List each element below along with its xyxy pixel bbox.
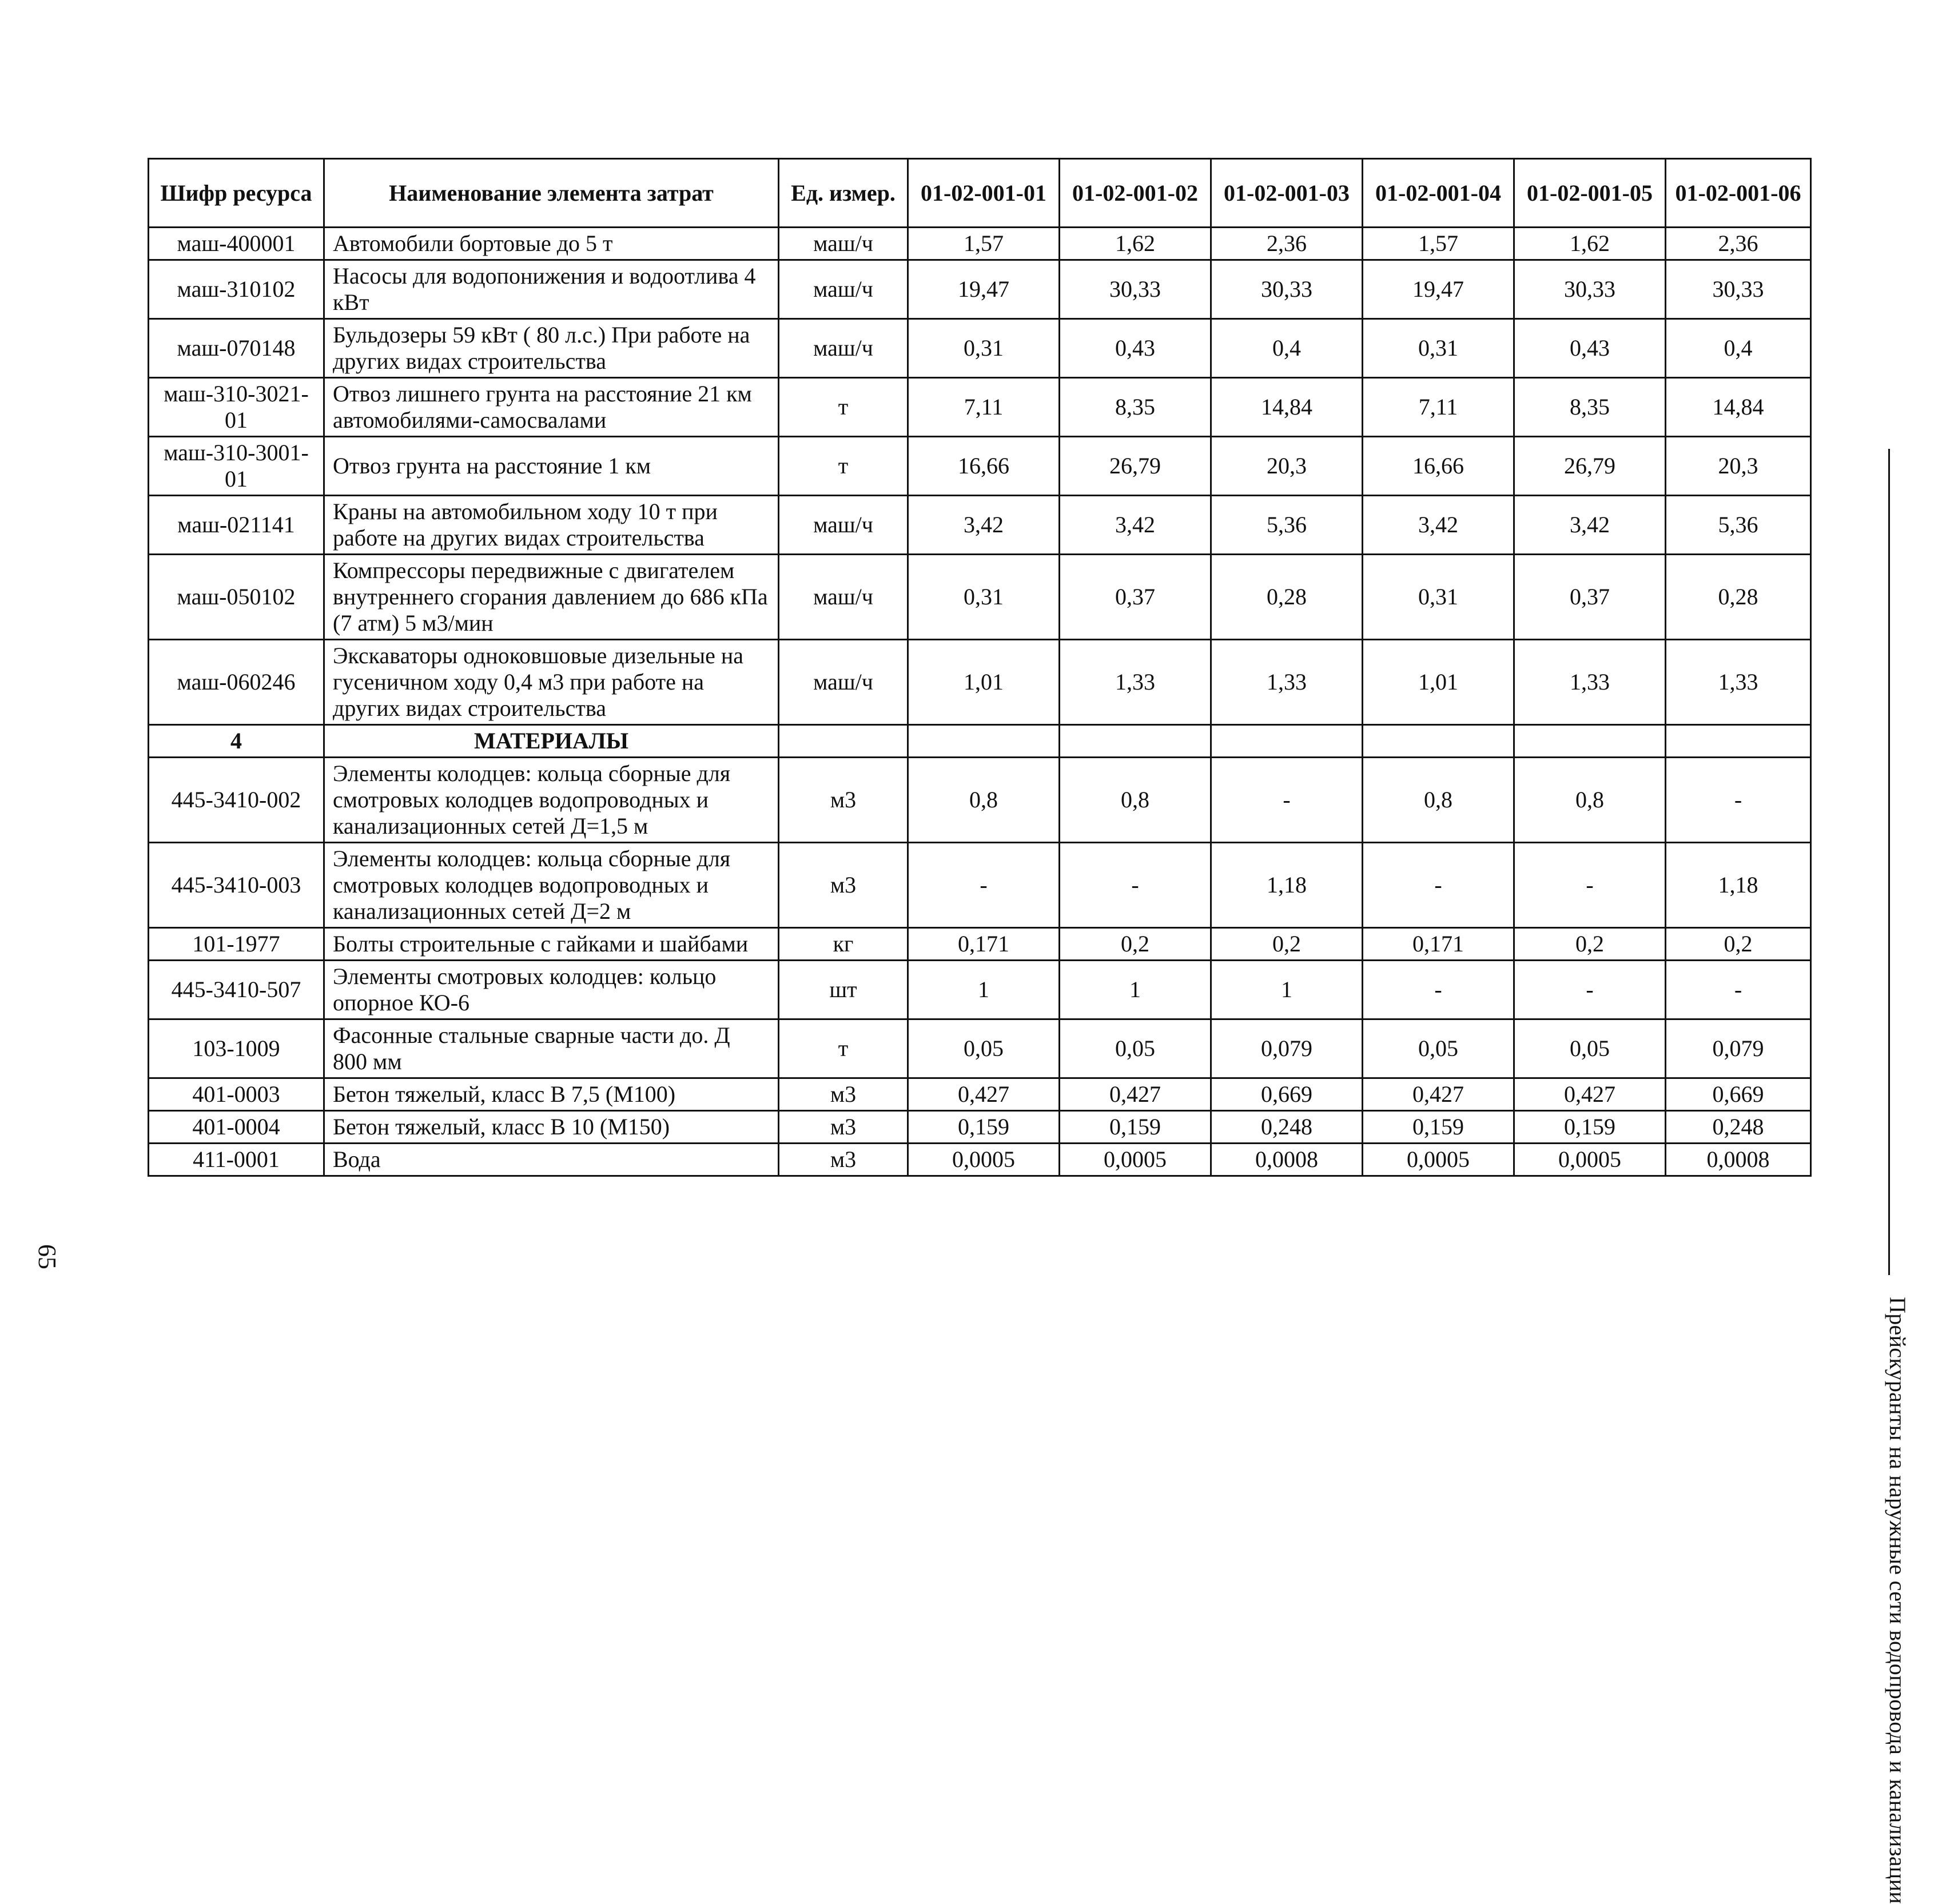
value-cell: 0,079 <box>1666 1019 1811 1078</box>
value-cell: 0,171 <box>1363 928 1514 961</box>
machines-body <box>149 228 1811 725</box>
unit-cell: т <box>779 1019 908 1078</box>
value-cell: 0,2 <box>1666 928 1811 961</box>
value-cell: 0,8 <box>1363 758 1514 843</box>
table-row <box>149 640 1811 725</box>
value-cell: 0,28 <box>1666 555 1811 640</box>
value-cell: 26,79 <box>1060 437 1211 496</box>
unit-cell: м3 <box>779 1144 908 1176</box>
table-row <box>149 1111 1811 1144</box>
value-cell: 0,079 <box>1211 1019 1363 1078</box>
section-empty-cell <box>1514 725 1666 758</box>
resource-name-cell: Отвоз грунта на расстояние 1 км <box>324 437 779 496</box>
table-row <box>149 961 1811 1019</box>
value-cell: - <box>1211 758 1363 843</box>
value-cell: 0,159 <box>1514 1111 1666 1144</box>
materials-body <box>149 758 1811 1176</box>
value-cell: - <box>1666 758 1811 843</box>
resource-name-cell: Фасонные стальные сварные части до. Д 800 мм <box>324 1019 779 1078</box>
section-empty-cell <box>1060 725 1211 758</box>
value-cell: 0,159 <box>1060 1111 1211 1144</box>
header-col-1: 01-02-001-01 <box>908 159 1060 228</box>
value-cell: 0,0005 <box>1514 1144 1666 1176</box>
header-col-4: 01-02-001-04 <box>1363 159 1514 228</box>
unit-cell: маш/ч <box>779 260 908 319</box>
value-cell: 5,36 <box>1666 496 1811 555</box>
value-cell: 0,28 <box>1211 555 1363 640</box>
table-row <box>149 758 1811 843</box>
value-cell: 0,2 <box>1514 928 1666 961</box>
value-cell: 1,01 <box>908 640 1060 725</box>
value-cell: 0,05 <box>1060 1019 1211 1078</box>
resource-name-cell: Экскаваторы одноковшовые дизельные на гусеничном ходу 0,4 м3 при работе на других видах строительства <box>324 640 779 725</box>
value-cell: 1,62 <box>1060 228 1211 260</box>
value-cell: 0,427 <box>1514 1078 1666 1111</box>
value-cell: 0,8 <box>1514 758 1666 843</box>
resource-name-cell: Бульдозеры 59 кВт ( 80 л.с.) При работе на других видах строительства <box>324 319 779 378</box>
resource-code-cell: маш-050102 <box>149 555 324 640</box>
resource-name-cell: Компрессоры передвижные с двигателем внутреннего сгорания давлением до 686 кПа (7 атм) 5 м3/мин <box>324 555 779 640</box>
unit-cell: маш/ч <box>779 228 908 260</box>
section-empty-cell <box>1211 725 1363 758</box>
section-number: 4 <box>149 725 324 758</box>
value-cell: 0,248 <box>1211 1111 1363 1144</box>
value-cell: 14,84 <box>1666 378 1811 437</box>
resource-name-cell: Бетон тяжелый, класс В 10 (М150) <box>324 1111 779 1144</box>
resource-name-cell: Элементы смотровых колодцев: кольцо опорное КО-6 <box>324 961 779 1019</box>
value-cell: 0,43 <box>1060 319 1211 378</box>
section-empty-cell <box>779 725 908 758</box>
value-cell: 1,62 <box>1514 228 1666 260</box>
table-row <box>149 496 1811 555</box>
table-row <box>149 1078 1811 1111</box>
unit-cell: шт <box>779 961 908 1019</box>
header-unit: Ед. измер. <box>779 159 908 228</box>
value-cell: 0,159 <box>908 1111 1060 1144</box>
value-cell: 0,05 <box>1514 1019 1666 1078</box>
value-cell: 0,4 <box>1211 319 1363 378</box>
value-cell: 16,66 <box>1363 437 1514 496</box>
side-title: Прейскуранты на наружные сети водопровода и канализации <box>1885 1297 1911 1904</box>
section-row <box>149 725 1811 758</box>
resource-name-cell: Насосы для водопонижения и водоотлива 4 кВт <box>324 260 779 319</box>
value-cell: 7,11 <box>908 378 1060 437</box>
resource-name-cell: Болты строительные с гайками и шайбами <box>324 928 779 961</box>
value-cell: - <box>1514 843 1666 928</box>
value-cell: 14,84 <box>1211 378 1363 437</box>
value-cell: 1,57 <box>1363 228 1514 260</box>
section-empty-cell <box>1363 725 1514 758</box>
value-cell: 0,43 <box>1514 319 1666 378</box>
value-cell: 0,31 <box>1363 319 1514 378</box>
value-cell: 1 <box>1060 961 1211 1019</box>
header-name: Наименование элемента затрат <box>324 159 779 228</box>
unit-cell: маш/ч <box>779 640 908 725</box>
page-number: 65 <box>33 1244 61 1269</box>
header-col-5: 01-02-001-05 <box>1514 159 1666 228</box>
value-cell: 0,669 <box>1666 1078 1811 1111</box>
table-row <box>149 1144 1811 1176</box>
value-cell: 30,33 <box>1666 260 1811 319</box>
resource-code-cell: 401-0004 <box>149 1111 324 1144</box>
value-cell: 0,171 <box>908 928 1060 961</box>
value-cell: 0,4 <box>1666 319 1811 378</box>
table-row <box>149 437 1811 496</box>
value-cell: 7,11 <box>1363 378 1514 437</box>
table-row <box>149 378 1811 437</box>
resource-code-cell: 445-3410-003 <box>149 843 324 928</box>
value-cell: 0,0008 <box>1211 1144 1363 1176</box>
header-row <box>149 159 1811 228</box>
value-cell: - <box>908 843 1060 928</box>
value-cell: 0,0005 <box>908 1144 1060 1176</box>
value-cell: 3,42 <box>1514 496 1666 555</box>
header-col-6: 01-02-001-06 <box>1666 159 1811 228</box>
side-rule <box>1888 449 1890 1275</box>
value-cell: 1,33 <box>1666 640 1811 725</box>
resource-code-cell: 401-0003 <box>149 1078 324 1111</box>
resource-code-cell: маш-060246 <box>149 640 324 725</box>
value-cell: 1 <box>1211 961 1363 1019</box>
resource-name-cell: Автомобили бортовые до 5 т <box>324 228 779 260</box>
value-cell: 0,31 <box>908 319 1060 378</box>
resource-code-cell: маш-400001 <box>149 228 324 260</box>
value-cell: 0,37 <box>1060 555 1211 640</box>
value-cell: 0,427 <box>908 1078 1060 1111</box>
value-cell: 0,31 <box>1363 555 1514 640</box>
value-cell: 0,2 <box>1060 928 1211 961</box>
value-cell: 5,36 <box>1211 496 1363 555</box>
value-cell: 2,36 <box>1666 228 1811 260</box>
unit-cell: м3 <box>779 758 908 843</box>
resource-name-cell: Отвоз лишнего грунта на расстояние 21 км автомобилями-самосвалами <box>324 378 779 437</box>
value-cell: 20,3 <box>1666 437 1811 496</box>
resource-name-cell: Бетон тяжелый, класс В 7,5 (М100) <box>324 1078 779 1111</box>
value-cell: 0,8 <box>908 758 1060 843</box>
value-cell: 3,42 <box>908 496 1060 555</box>
value-cell: - <box>1363 843 1514 928</box>
value-cell: 8,35 <box>1514 378 1666 437</box>
value-cell: 0,669 <box>1211 1078 1363 1111</box>
unit-cell: м3 <box>779 843 908 928</box>
section-empty-cell <box>1666 725 1811 758</box>
table-row <box>149 228 1811 260</box>
value-cell: - <box>1060 843 1211 928</box>
table-row <box>149 319 1811 378</box>
value-cell: 1,33 <box>1514 640 1666 725</box>
resource-code-cell: 445-3410-002 <box>149 758 324 843</box>
resource-code-cell: 411-0001 <box>149 1144 324 1176</box>
value-cell: 0,31 <box>908 555 1060 640</box>
unit-cell: маш/ч <box>779 496 908 555</box>
value-cell: 26,79 <box>1514 437 1666 496</box>
value-cell: 19,47 <box>908 260 1060 319</box>
value-cell: 0,427 <box>1060 1078 1211 1111</box>
value-cell: 0,0005 <box>1060 1144 1211 1176</box>
unit-cell: м3 <box>779 1078 908 1111</box>
resource-code-cell: маш-070148 <box>149 319 324 378</box>
value-cell: 0,159 <box>1363 1111 1514 1144</box>
value-cell: 19,47 <box>1363 260 1514 319</box>
resource-name-cell: Вода <box>324 1144 779 1176</box>
value-cell: 0,2 <box>1211 928 1363 961</box>
value-cell: 30,33 <box>1060 260 1211 319</box>
value-cell: 16,66 <box>908 437 1060 496</box>
value-cell: 0,0008 <box>1666 1144 1811 1176</box>
value-cell: 1,01 <box>1363 640 1514 725</box>
value-cell: 0,05 <box>908 1019 1060 1078</box>
unit-cell: м3 <box>779 1111 908 1144</box>
resource-code-cell: 103-1009 <box>149 1019 324 1078</box>
value-cell: 0,05 <box>1363 1019 1514 1078</box>
section-title: МАТЕРИАЛЫ <box>324 725 779 758</box>
unit-cell: маш/ч <box>779 555 908 640</box>
section-empty-cell <box>908 725 1060 758</box>
value-cell: 2,36 <box>1211 228 1363 260</box>
resource-code-cell: 445-3410-507 <box>149 961 324 1019</box>
unit-cell: кг <box>779 928 908 961</box>
resource-code-cell: маш-310-3021-01 <box>149 378 324 437</box>
header-col-2: 01-02-001-02 <box>1060 159 1211 228</box>
value-cell: 30,33 <box>1211 260 1363 319</box>
resource-name-cell: Элементы колодцев: кольца сборные для смотровых колодцев водопроводных и канализационных сетей Д=2 м <box>324 843 779 928</box>
value-cell: 0,248 <box>1666 1111 1811 1144</box>
unit-cell: т <box>779 437 908 496</box>
resource-name-cell: Краны на автомобильном ходу 10 т при работе на других видах строительства <box>324 496 779 555</box>
resource-table <box>148 158 1812 1177</box>
unit-cell: маш/ч <box>779 319 908 378</box>
value-cell: 1,18 <box>1666 843 1811 928</box>
resource-name-cell: Элементы колодцев: кольца сборные для смотровых колодцев водопроводных и канализационных сетей Д=1,5 м <box>324 758 779 843</box>
value-cell: 3,42 <box>1363 496 1514 555</box>
value-cell: 1,33 <box>1060 640 1211 725</box>
value-cell: 0,427 <box>1363 1078 1514 1111</box>
value-cell: 1,18 <box>1211 843 1363 928</box>
table-row <box>149 555 1811 640</box>
table-row <box>149 1019 1811 1078</box>
value-cell: 0,37 <box>1514 555 1666 640</box>
resource-code-cell: 101-1977 <box>149 928 324 961</box>
value-cell: 30,33 <box>1514 260 1666 319</box>
table-row <box>149 260 1811 319</box>
resource-code-cell: маш-310-3001-01 <box>149 437 324 496</box>
value-cell: 1,57 <box>908 228 1060 260</box>
header-code: Шифр ресурса <box>149 159 324 228</box>
unit-cell: т <box>779 378 908 437</box>
value-cell: 8,35 <box>1060 378 1211 437</box>
value-cell: 0,0005 <box>1363 1144 1514 1176</box>
value-cell: - <box>1363 961 1514 1019</box>
value-cell: - <box>1514 961 1666 1019</box>
table-row <box>149 843 1811 928</box>
value-cell: 0,8 <box>1060 758 1211 843</box>
value-cell: 20,3 <box>1211 437 1363 496</box>
resource-code-cell: маш-310102 <box>149 260 324 319</box>
value-cell: - <box>1666 961 1811 1019</box>
value-cell: 3,42 <box>1060 496 1211 555</box>
table-row <box>149 928 1811 961</box>
header-col-3: 01-02-001-03 <box>1211 159 1363 228</box>
resource-code-cell: маш-021141 <box>149 496 324 555</box>
value-cell: 1 <box>908 961 1060 1019</box>
value-cell: 1,33 <box>1211 640 1363 725</box>
section-body <box>149 725 1811 758</box>
